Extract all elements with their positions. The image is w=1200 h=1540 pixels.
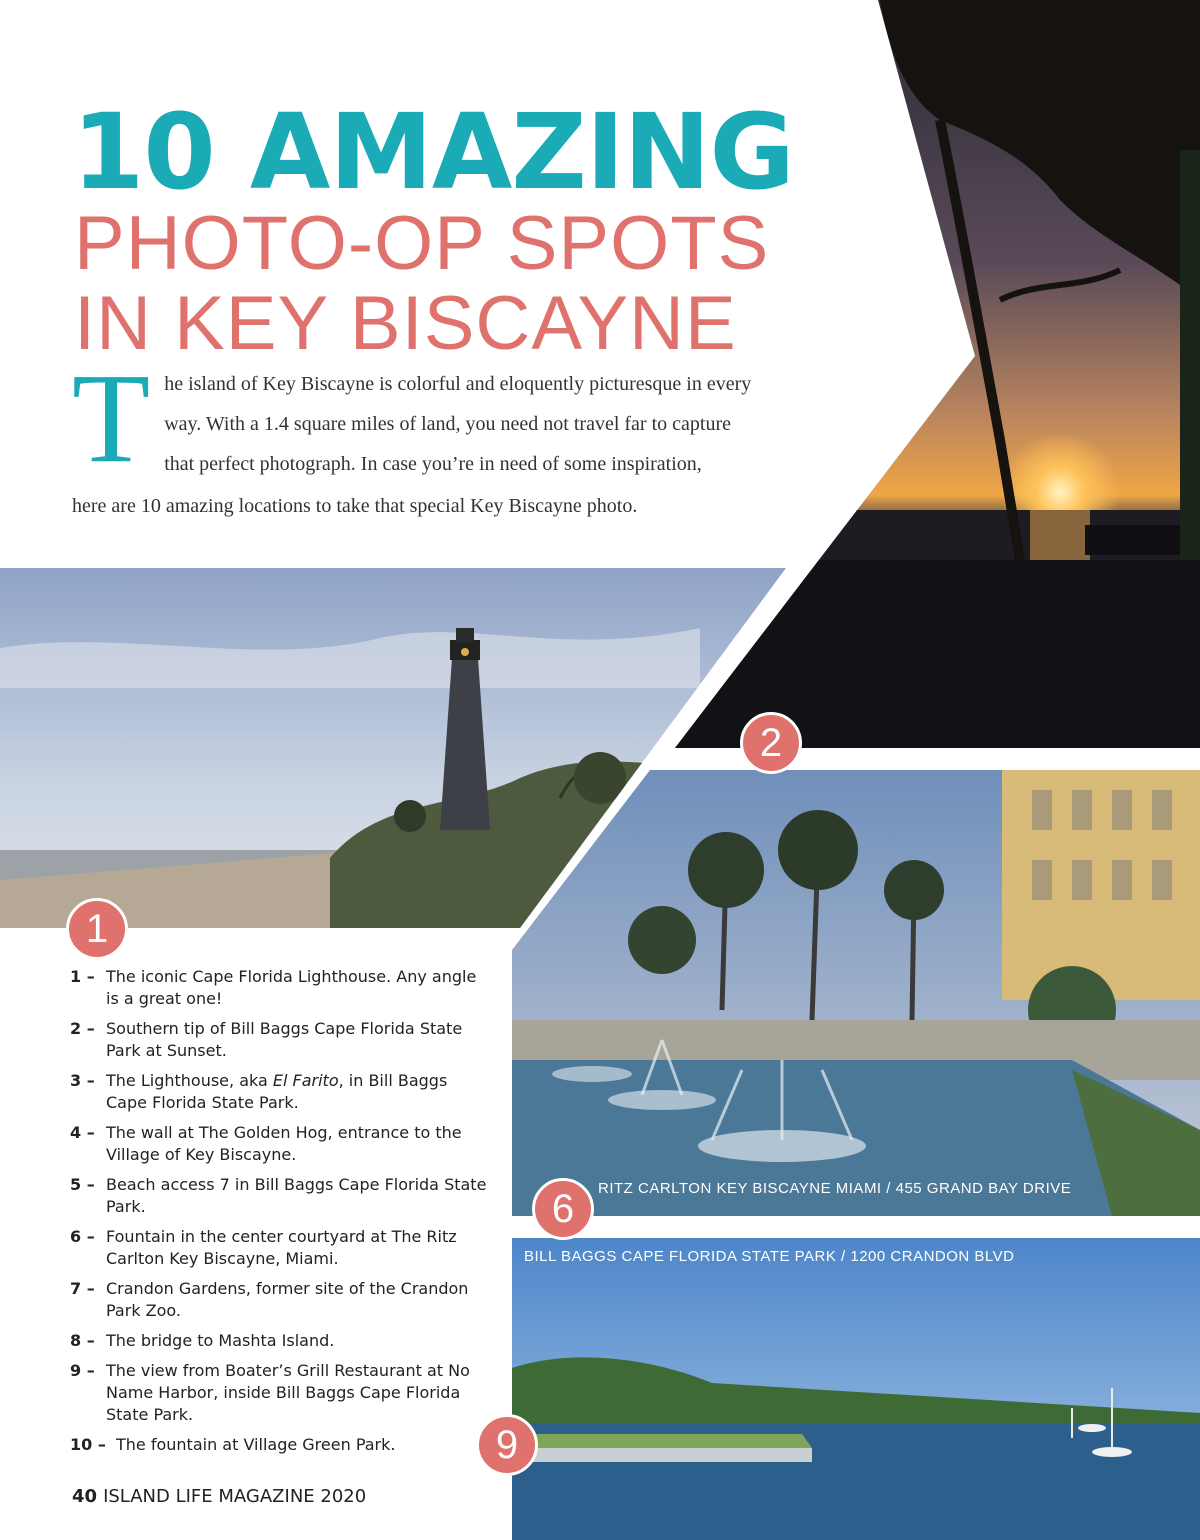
list-number: 1 – (70, 967, 95, 986)
list-number: 7 – (70, 1279, 95, 1298)
harbor-photo (512, 1238, 1200, 1540)
list-text: Crandon Gardens, former site of the Crandon Park Zoo. (106, 1279, 469, 1320)
badge-1: 1 (66, 898, 128, 960)
badge-2: 2 (740, 712, 802, 774)
list-text: Fountain in the center courtyard at The Ritz Carlton Key Biscayne, Miami. (106, 1227, 457, 1268)
list-item (70, 1174, 490, 1218)
page-footer (72, 1486, 366, 1507)
list-item (70, 1360, 490, 1426)
list-text: The Lighthouse, aka (106, 1071, 273, 1090)
list-text: The iconic Cape Florida Lighthouse. Any angle is a great one! (106, 967, 477, 1008)
list-number: 5 – (70, 1175, 95, 1194)
list-item (70, 1070, 490, 1114)
list-item (70, 1434, 490, 1456)
intro-line-4: here are 10 amazing locations to take that special Key Biscayne photo. (72, 495, 638, 517)
list-item (70, 1330, 490, 1352)
headline-line3: IN KEY BISCAYNE (74, 281, 737, 366)
headline-line2: PHOTO-OP SPOTS (74, 201, 770, 286)
list-number: 6 – (70, 1227, 95, 1246)
intro-paragraph (72, 347, 802, 526)
list-item (70, 966, 490, 1010)
drop-cap: T (72, 347, 151, 489)
list-text: The wall at The Golden Hog, entrance to the Village of Key Biscayne. (106, 1123, 462, 1164)
badge-6: 6 (532, 1178, 594, 1240)
caption-ritz: RITZ CARLTON KEY BISCAYNE MIAMI / 455 GRAND BAY DRIVE (598, 1180, 1072, 1197)
list-item (70, 1018, 490, 1062)
badge-9: 9 (476, 1414, 538, 1476)
fountain-photo (512, 770, 1200, 1216)
list-item (70, 1122, 490, 1166)
page-number: 40 (72, 1486, 98, 1507)
list-number: 10 – (70, 1435, 106, 1454)
list-number: 3 – (70, 1071, 95, 1090)
headline-line1: 10 AMAZING (72, 91, 794, 213)
list-item (70, 1278, 490, 1322)
list-number: 2 – (70, 1019, 95, 1038)
list-text: The bridge to Mashta Island. (106, 1331, 335, 1350)
list-item (70, 1226, 490, 1270)
list-text: The view from Boater’s Grill Restaurant at No Name Harbor, inside Bill Baggs Cape Florida State Park. (106, 1361, 470, 1424)
caption-bill-baggs: BILL BAGGS CAPE FLORIDA STATE PARK / 1200 CRANDON BLVD (524, 1248, 1015, 1265)
spots-list (70, 966, 490, 1464)
intro-line-1: he island of Key Biscayne is colorful and eloquently picturesque in every (164, 373, 752, 395)
list-number: 9 – (70, 1361, 95, 1380)
list-text: , in Bill Baggs Cape Florida State Park. (106, 1071, 448, 1112)
publication-name: ISLAND LIFE MAGAZINE 2020 (103, 1486, 367, 1507)
list-text: The fountain at Village Green Park. (116, 1435, 396, 1454)
list-text: Southern tip of Bill Baggs Cape Florida State Park at Sunset. (106, 1019, 463, 1060)
intro-line-3: that perfect photograph. In case you’re in need of some inspiration, (164, 453, 702, 475)
list-text-emphasis: El Farito (272, 1071, 339, 1090)
list-text: Beach access 7 in Bill Baggs Cape Florida State Park. (106, 1175, 487, 1216)
list-number: 4 – (70, 1123, 95, 1142)
intro-line-2: way. With a 1.4 square miles of land, you need not travel far to capture (164, 413, 731, 435)
list-number: 8 – (70, 1331, 95, 1350)
